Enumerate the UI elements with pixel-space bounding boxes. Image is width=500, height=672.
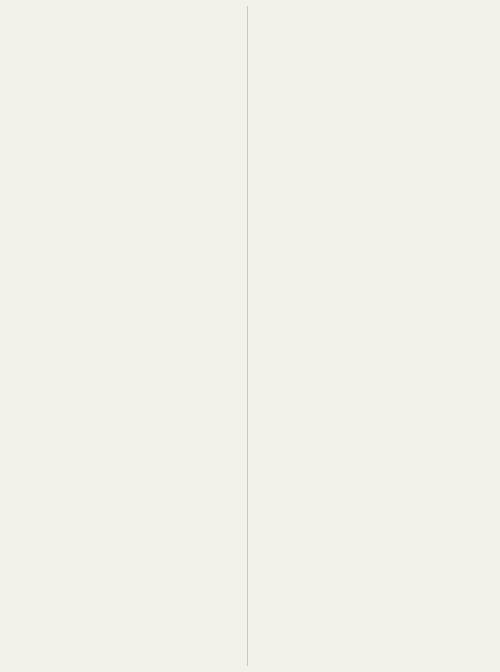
right-column	[260, 6, 493, 666]
left-column	[8, 6, 248, 666]
